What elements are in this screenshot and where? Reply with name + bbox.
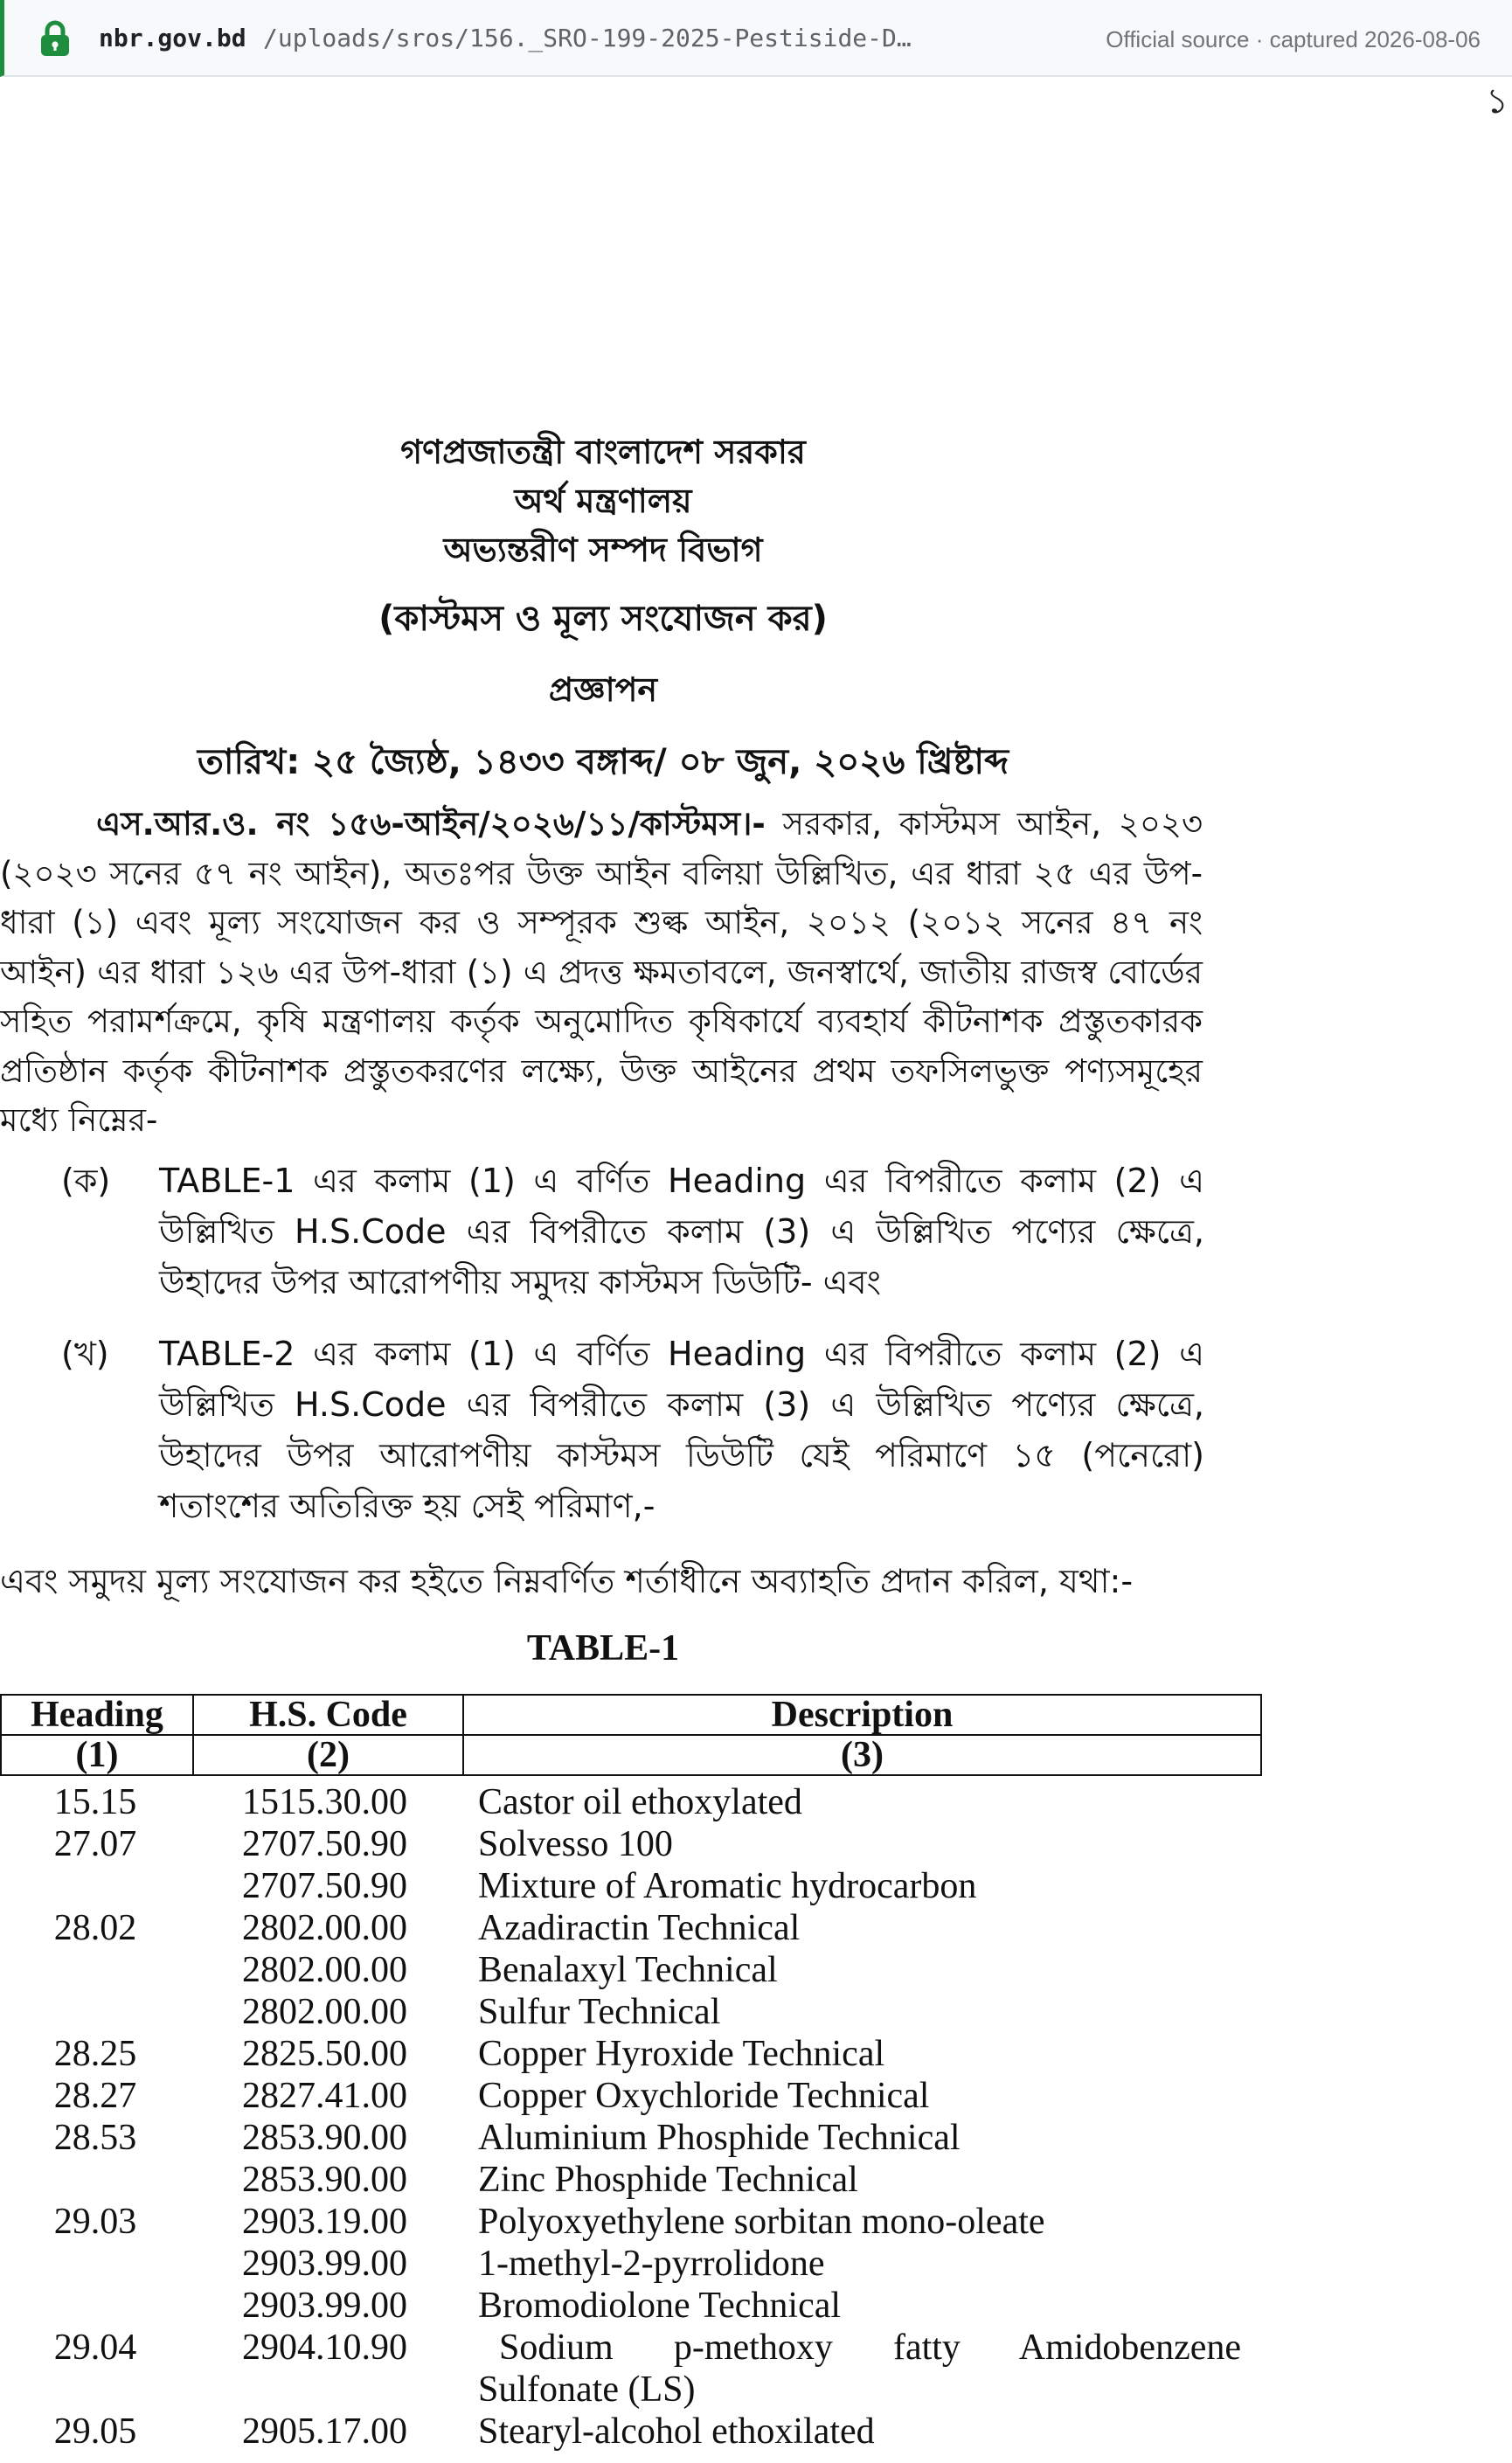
heading-cell: 29.03 <box>53 2202 137 2242</box>
ministry-heading: অর্থ মন্ত্রণালয় <box>514 482 692 520</box>
hs-code-cell: 2707.50.90 <box>242 1866 407 1906</box>
hs-code-cell <box>191 2369 459 2411</box>
description-cell: Sodium p-methoxy fatty Amidobenzene <box>499 2328 1241 2368</box>
clause-ka-text: TABLE-1 এর কলাম (1) এ বর্ণিত Heading এর বিপরীতে কলাম (2) এ উল্লিখিত H.S.Code এর বিপরীতে কলাম (3) এ উল্লিখিত পণ্যের ক্ষেত্রে, উহাদের উপর আরোপণীয় সমুদয় কাস্টমস ডিউটি- এবং <box>159 1162 1204 1301</box>
table-row <box>0 1865 1262 1907</box>
description-cell: Sulfur Technical <box>478 1992 721 2032</box>
table-row <box>0 1823 1262 1865</box>
heading-cell <box>0 1991 191 2033</box>
description-cell: Aluminium Phosphide Technical <box>478 2118 961 2158</box>
table-row <box>0 2159 1262 2201</box>
heading-cell <box>0 2243 191 2285</box>
table-row <box>0 2033 1262 2075</box>
heading-cell: 28.53 <box>53 2118 137 2158</box>
description-cell: Solvesso 100 <box>478 1824 673 1864</box>
table-row <box>0 2201 1262 2243</box>
description-cell: Bromodiolone Technical <box>478 2286 842 2326</box>
hs-code-cell: 2802.00.00 <box>242 1950 407 1990</box>
hs-code-cell: 2853.90.00 <box>242 2118 407 2158</box>
header-heading: Heading <box>1 1695 193 1735</box>
preamble-paragraph <box>0 800 1203 1146</box>
column-number-2: (2) <box>193 1735 463 1775</box>
table-row <box>0 1949 1262 1991</box>
table-row <box>0 2327 1262 2369</box>
description-cell: Mixture of Aromatic hydrocarbon <box>478 1866 977 1906</box>
heading-cell: 27.07 <box>53 1824 137 1864</box>
heading-cell <box>0 1865 191 1907</box>
notification-date: তারিখ: ২৫ জ্যৈষ্ঠ, ১৪৩৩ বঙ্গাব্দ/ ০৮ জুন, ২০২৬ খ্রিষ্টাব্দ <box>197 742 1009 782</box>
heading-cell <box>0 2159 191 2201</box>
heading-cell: 29.04 <box>53 2328 137 2368</box>
hs-code-cell: 2903.99.00 <box>242 2286 407 2326</box>
description-cell: Polyoxyethylene sorbitan mono-oleate <box>478 2202 1045 2242</box>
page-number: ১ <box>1486 81 1509 121</box>
clause-kha-text: TABLE-2 এর কলাম (1) এ বর্ণিত Heading এর বিপরীতে কলাম (2) এ উল্লিখিত H.S.Code এর বিপরীতে কলাম (3) এ উল্লিখিত পণ্যের ক্ষেত্রে, উহাদের উপর আরোপণীয় কাস্টমস ডিউটি যেই পরিমাণে ১৫ (পনেরো) শতাংশের অতিরিক্ত হয় সেই পরিমাণ,- <box>159 1335 1204 1525</box>
hs-code-cell: 2853.90.00 <box>242 2160 407 2200</box>
heading-cell: 28.02 <box>53 1908 137 1948</box>
column-number-1: (1) <box>1 1735 193 1775</box>
clause-ka-marker: (ক) <box>61 1162 111 1200</box>
table-body <box>0 1781 1262 2453</box>
hs-code-cell: 2827.41.00 <box>242 2076 407 2116</box>
column-number-row <box>1 1735 1261 1775</box>
description-cell: Copper Oxychloride Technical <box>478 2076 930 2116</box>
url-domain[interactable]: nbr.gov.bd <box>99 24 246 52</box>
heading-cell <box>0 2285 191 2327</box>
hs-code-cell: 2905.17.00 <box>242 2411 407 2452</box>
description-cell: 1-methyl-2-pyrrolidone <box>478 2244 825 2284</box>
hs-code-cell: 2903.99.00 <box>242 2244 407 2284</box>
heading-cell: 28.27 <box>53 2076 137 2116</box>
table-row <box>0 2411 1262 2453</box>
table-row <box>0 1991 1262 2033</box>
description-cell: Azadiractin Technical <box>478 1908 801 1948</box>
column-number-3: (3) <box>463 1735 1261 1775</box>
table-row <box>0 2075 1262 2117</box>
header-description: Description <box>463 1695 1261 1735</box>
address-bar <box>0 0 1512 77</box>
description-cell: Stearyl-alcohol ethoxilated <box>478 2411 875 2452</box>
hs-code-cell: 2825.50.00 <box>242 2034 407 2074</box>
description-cell: Zinc Phosphide Technical <box>478 2160 858 2200</box>
government-heading: গণপ্রজাতন্ত্রী বাংলাদেশ সরকার <box>400 433 806 471</box>
table-row <box>0 2243 1262 2285</box>
division-heading: অভ্যন্তরীণ সম্পদ বিভাগ <box>443 531 763 569</box>
notification-title: প্রজ্ঞাপন <box>548 670 658 709</box>
lock-icon <box>38 20 73 57</box>
hs-code-cell: 2904.10.90 <box>242 2328 407 2368</box>
hs-code-cell: 1515.30.00 <box>242 1782 407 1822</box>
heading-cell: 15.15 <box>53 1782 137 1822</box>
hs-code-cell: 2802.00.00 <box>242 1908 407 1948</box>
table-row <box>0 1907 1262 1949</box>
url-path[interactable]: /uploads/sros/156._SRO-199-2025-Pestiside-D… <box>263 24 912 52</box>
table-row <box>0 2369 1262 2411</box>
hs-code-cell: 2903.19.00 <box>242 2202 407 2242</box>
heading-cell <box>0 2369 191 2411</box>
hs-code-cell: 2802.00.00 <box>242 1992 407 2032</box>
wing-heading: (কাস্টমস ও মূল্য সংযোজন কর) <box>378 599 828 639</box>
clause-kha-marker: (খ) <box>61 1335 109 1373</box>
preamble-text: সরকার, কাস্টমস আইন, ২০২৩ (২০২৩ সনের ৫৭ নং আইন), অতঃপর উক্ত আইন বলিয়া উল্লিখিত, এর ধারা ২৫ এর উপ-ধারা (১) এবং মূল্য সংযোজন কর ও সম্পূরক শুল্ক আইন, ২০১২ (২০১২ সনের ৪৭ নং আইন) এর ধারা ১২৬ এর উপ-ধারা (১) এ প্রদত্ত ক্ষমতাবলে, জনস্বার্থে, জাতীয় রাজস্ব বোর্ডের সহিত পরামর্শক্রমে, কৃষি মন্ত্রণালয় কর্তৃক অনুমোদিত কৃষিকার্যে ব্যবহার্য কীটনাশক প্রস্তুতকারক প্রতিষ্ঠান কর্তৃক কীটনাশক প্রস্তুতকরণের লক্ষ্যে, উক্ত আইনের প্রথম তফসিলভুক্ত পণ্যসমূহের মধ্যে নিম্নের- <box>0 805 1203 1139</box>
table-row <box>0 1781 1262 1823</box>
table-title: TABLE-1 <box>526 1628 680 1669</box>
heading-cell <box>0 1949 191 1991</box>
table-header <box>0 1694 1262 1776</box>
header-hs-code: H.S. Code <box>193 1695 463 1735</box>
heading-cell: 28.25 <box>53 2034 137 2074</box>
table-row <box>0 2117 1262 2159</box>
description-cell: Castor oil ethoxylated <box>478 1782 802 1822</box>
source-status: Official source · captured 2026-08-06 <box>1106 26 1481 52</box>
sro-number: এস.আর.ও. নং ১৫৬-আইন/২০২৬/১১/কাস্টমস।- <box>96 805 766 843</box>
description-cell: Benalaxyl Technical <box>478 1950 778 1990</box>
description-cell: Sulfonate (LS) <box>478 2369 696 2410</box>
heading-cell: 29.05 <box>53 2411 137 2452</box>
description-cell: Copper Hyroxide Technical <box>478 2034 885 2074</box>
table-row <box>0 2285 1262 2327</box>
hs-code-cell: 2707.50.90 <box>242 1824 407 1864</box>
header-row <box>1 1695 1261 1735</box>
closing-sentence: এবং সমুদয় মূল্য সংযোজন কর হইতে নিম্নবর্ণিত শর্তাধীনে অব্যাহতি প্রদান করিল, যথা:- <box>0 1562 1134 1600</box>
